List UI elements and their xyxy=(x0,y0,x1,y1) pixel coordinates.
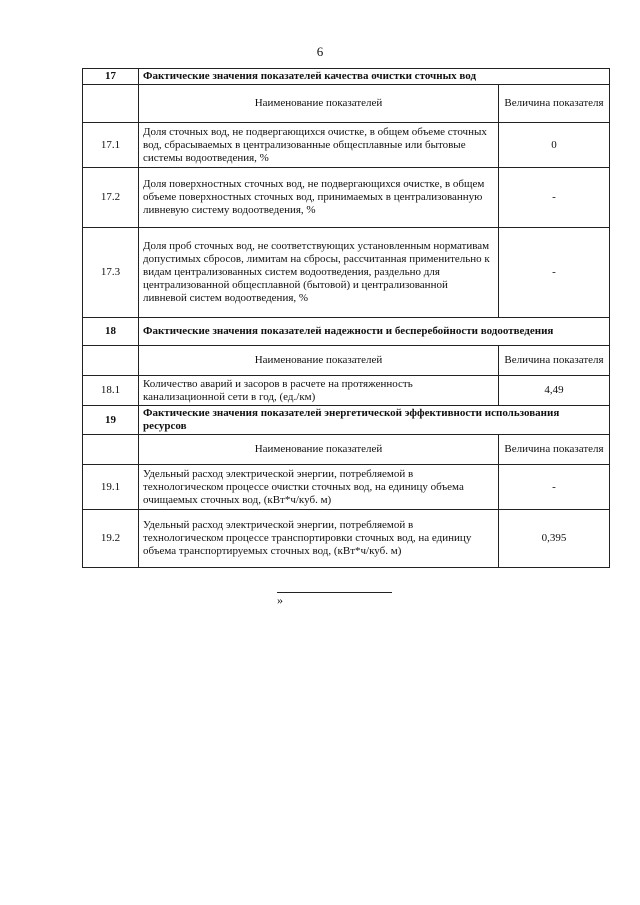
header-row xyxy=(83,435,610,465)
row-value: - xyxy=(499,465,610,510)
row-value: 4,49 xyxy=(499,376,610,406)
table-row xyxy=(83,168,610,228)
row-number: 19.2 xyxy=(83,510,139,568)
row-number: 17.2 xyxy=(83,168,139,228)
header-name: Наименование показателей xyxy=(139,435,499,465)
header-name: Наименование показателей xyxy=(139,346,499,376)
closing-quote: » xyxy=(277,593,283,607)
header-value: Величина показателя xyxy=(499,346,610,376)
section-row xyxy=(83,406,610,435)
section-number: 19 xyxy=(83,406,139,435)
table-row xyxy=(83,123,610,168)
header-name: Наименование показателей xyxy=(139,85,499,123)
table-row xyxy=(83,376,610,406)
row-name: Доля поверхностных сточных вод, не подвергающихся очистке, в общем объеме поверхностных сточных вод, принимаемых в централизованную ливневую систему водоотведения, % xyxy=(139,168,499,228)
row-number: 17.3 xyxy=(83,228,139,318)
section-title: Фактические значения показателей энергетической эффективности использования ресурсов xyxy=(139,406,610,435)
header-row xyxy=(83,346,610,376)
section-title: Фактические значения показателей надежности и бесперебойности водоотведения xyxy=(139,318,610,346)
header-value: Величина показателя xyxy=(499,85,610,123)
row-value: 0 xyxy=(499,123,610,168)
closing-line xyxy=(277,578,397,608)
table-row xyxy=(83,465,610,510)
row-value: 0,395 xyxy=(499,510,610,568)
header-row xyxy=(83,85,610,123)
signature-rule xyxy=(277,582,392,593)
section-row xyxy=(83,318,610,346)
section-row xyxy=(83,69,610,85)
row-value: - xyxy=(499,168,610,228)
row-number: 19.1 xyxy=(83,465,139,510)
section-title: Фактические значения показателей качества очистки сточных вод xyxy=(139,69,610,85)
page-number: 6 xyxy=(316,44,324,59)
row-name: Количество аварий и засоров в расчете на протяженность канализационной сети в год, (ед./км) xyxy=(139,376,499,406)
indicators-table xyxy=(82,68,610,568)
table-row xyxy=(83,228,610,318)
row-name: Доля проб сточных вод, не соответствующих установленным нормативам допустимых сбросов, лимитам на сбросы, рассчитанная применительно к видам централизованных систем водоотведения, раздельно для централизованной общесплавной (бытовой) и централизованной ливневой систем водоотведения, % xyxy=(139,228,499,318)
row-number: 18.1 xyxy=(83,376,139,406)
header-value: Величина показателя xyxy=(499,435,610,465)
table-row xyxy=(83,510,610,568)
row-name: Удельный расход электрической энергии, потребляемой в технологическом процессе очистки сточных вод, на единицу объема очищаемых сточных вод, (кВт*ч/куб. м) xyxy=(139,465,499,510)
section-number: 18 xyxy=(83,318,139,346)
row-name: Доля сточных вод, не подвергающихся очистке, в общем объеме сточных вод, сбрасываемых в централизованные общесплавные или бытовые системы водоотведения, % xyxy=(139,123,499,168)
section-number: 17 xyxy=(83,69,139,85)
row-name: Удельный расход электрической энергии, потребляемой в технологическом процессе транспортировки сточных вод, на единицу объема транспортируемых сточных вод, (кВт*ч/куб. м) xyxy=(139,510,499,568)
row-number: 17.1 xyxy=(83,123,139,168)
row-value: - xyxy=(499,228,610,318)
